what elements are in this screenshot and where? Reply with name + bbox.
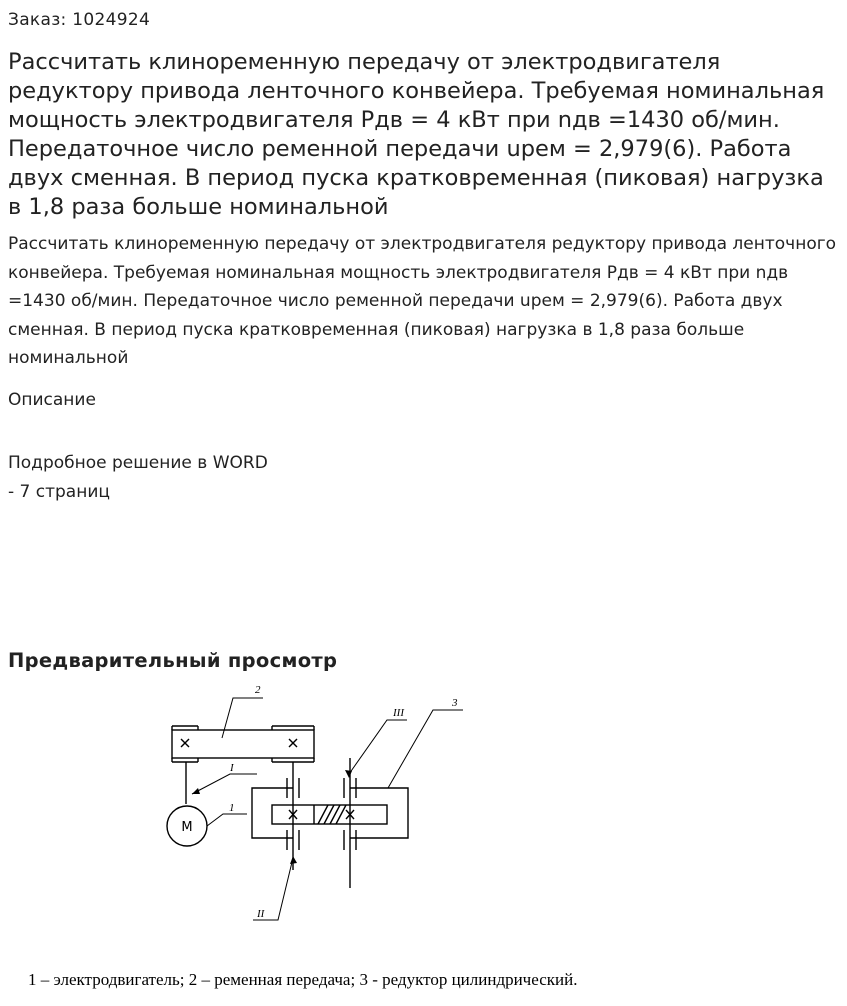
callout-III: III	[393, 707, 404, 719]
order-number: Заказ: 1024924	[8, 10, 151, 30]
callout-1-motor: 1	[229, 802, 235, 814]
preview-heading: Предварительный просмотр	[8, 649, 338, 672]
task-description: Рассчитать клиноременную передачу от электродвигателя редуктору привода ленточного конвейера. Требуемая номинальная мощность электродвигателя Pдв = 4 кВт при nдв =1430 об/мин. Передаточное число ременной передачи uрем = 2,979(6). Работа двух сменная. В период пуска кратковременная (пиковая) нагрузка в 1,8 раза больше номинальной	[8, 234, 837, 368]
motor-label: M	[181, 820, 193, 835]
kinematic-diagram	[0, 680, 847, 1006]
callout-I-shaft: I	[230, 762, 234, 774]
callout-II: II	[257, 908, 265, 920]
figure-caption: 1 – электродвигатель; 2 – ременная передача; 3 - редуктор цилиндрический.	[28, 970, 578, 989]
description-text: Подробное решение в WORD - 7 страниц	[8, 453, 268, 502]
page-title: Рассчитать клиноременную передачу от электродвигателя редуктору привода ленточного конвейера. Требуемая номинальная мощность электродвигателя Pдв = 4 кВт при nдв =1430 об/мин. Передаточное число ременной передачи uрем = 2,979(6). Работа двух сменная. В период пуска кратковременная (пиковая) нагрузка в 1,8 раза больше номинальной	[8, 49, 825, 220]
preview-image	[0, 680, 847, 1006]
callout-2: 2	[255, 684, 261, 696]
description-label: Описание	[8, 390, 96, 410]
callout-3: 3	[452, 697, 458, 709]
